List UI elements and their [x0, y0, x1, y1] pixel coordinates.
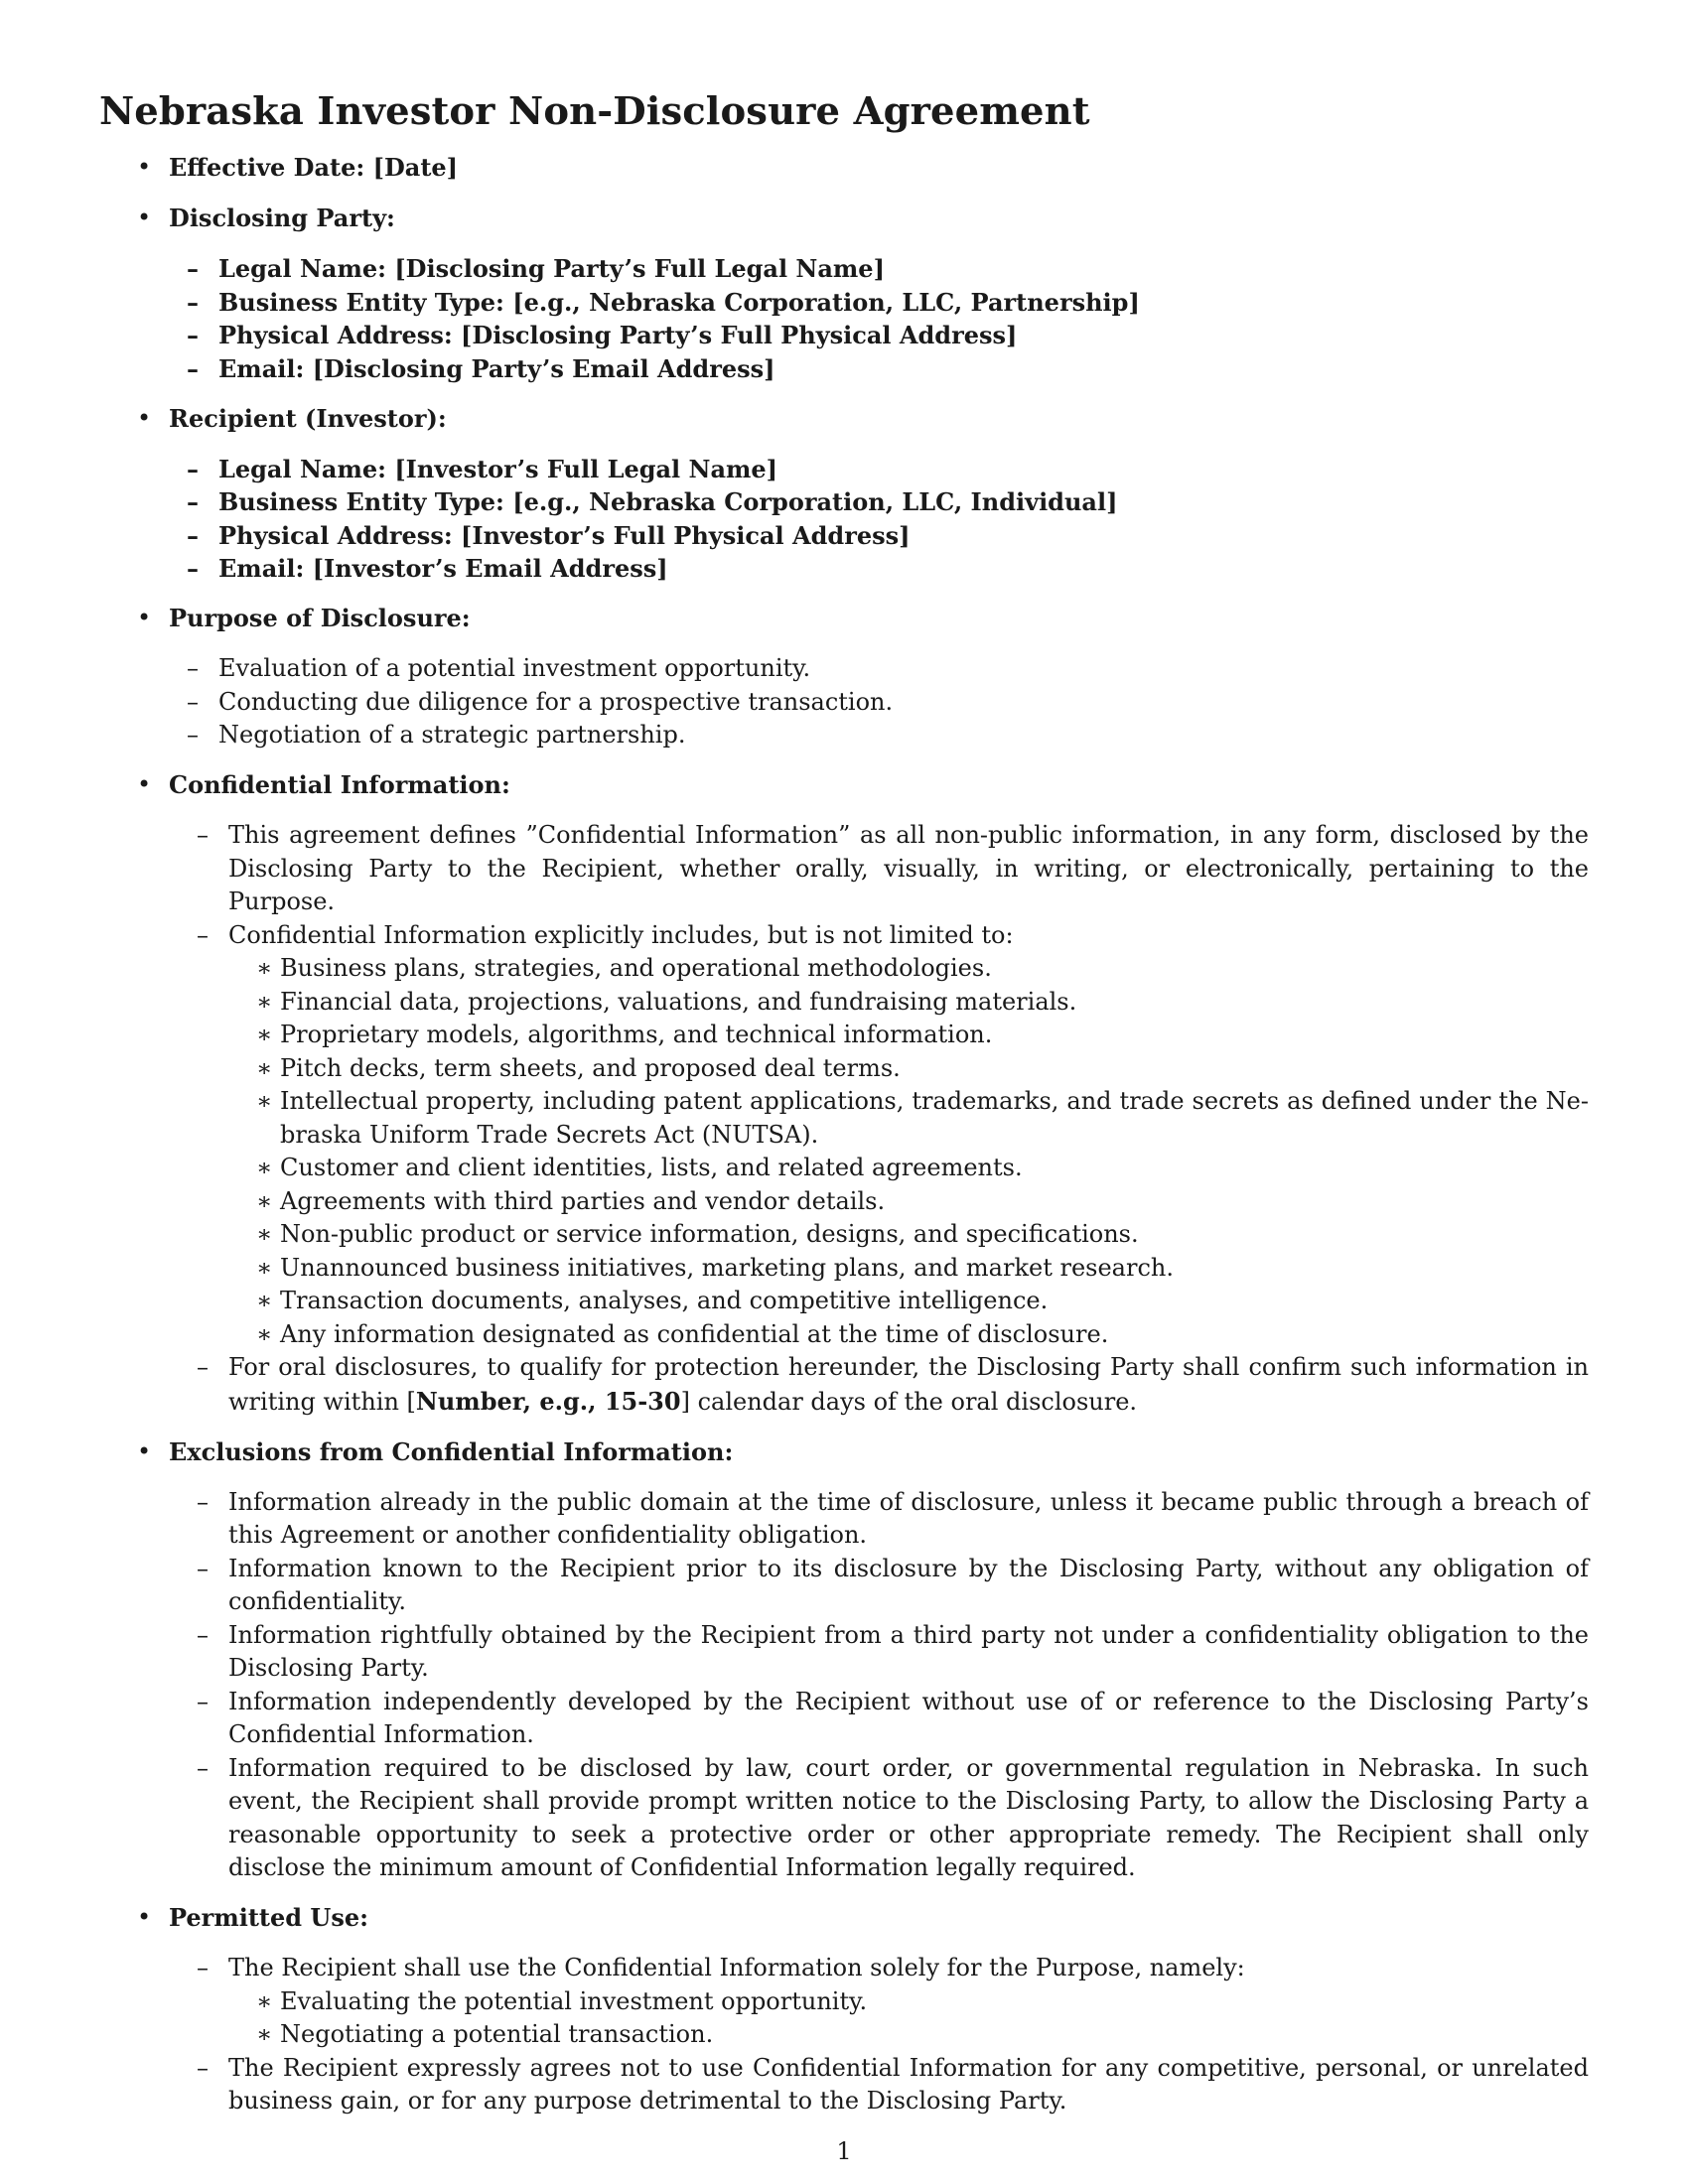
permitted-use-intro: – The Recipient shall use the Confidential Information solely for the Purpose, namely: ∗ Evaluating the potential investment opportunity. ∗ Negotiating a potential transaction.	[99, 1952, 1589, 2052]
purpose-item	[99, 602, 1589, 752]
includes-point: ∗ Transaction documents, analyses, and competitive intelligence.	[256, 1287, 1049, 1314]
includes-point: ∗ Non-public product or service information, designs, and specifications.	[256, 1220, 1139, 1248]
exclusion-point: – Information required to be disclosed by law, court order, or governmental regulation in Nebraska. In such event, the Recipient shall provide prompt written notice to the Disclosing Party, to allow the Disclosing Party a reasonable opportunity to seek a protective order or other appropriate remedy. The Recipient shall only disclose the minimum amount of Confidential Information legally required.	[197, 1753, 1589, 1881]
exclusions-item	[99, 1435, 1589, 1885]
bullet: •	[137, 1436, 152, 1465]
includes-point: ∗ Financial data, projections, valuations, and fundraising materials.	[256, 987, 1077, 1016]
confidential-definition: – This agreement defines ”Confidential Information” as all non-public information, in any form, disclosed by the Disclosing Party to the Recipient, whether orally, visually, in writing, or electronically, pertaining to the Purpose.	[197, 821, 1589, 915]
document-title: Nebraska Investor Non-Disclosure Agreement	[99, 89, 1090, 134]
disclosing-email: – Email: [Disclosing Party’s Email Address]	[187, 353, 775, 383]
disclosing-party-item	[99, 202, 1589, 385]
document-page	[99, 87, 1589, 2118]
confidential-item	[99, 768, 1589, 1419]
purpose-point: – Evaluation of a potential investment opportunity.	[187, 654, 811, 682]
includes-point: ∗ Intellectual property, including patent applications, trademarks, and trade secrets as defined under the Ne-braska Uniform Trade Secrets Act (NUTSA).	[256, 1087, 1589, 1149]
recipient-email: – Email: [Investor’s Email Address]	[187, 554, 668, 583]
includes-point: ∗ Agreements with third parties and vendor details.	[256, 1186, 886, 1215]
includes-point: ∗ Customer and client identities, lists, and related agreements.	[256, 1154, 1023, 1181]
includes-point: ∗ Unannounced business initiatives, marketing plans, and market research.	[256, 1253, 1174, 1282]
purpose-heading: Purpose of Disclosure:	[169, 604, 471, 632]
disclosing-party-heading: Disclosing Party:	[169, 204, 395, 232]
recipient-entity-type: – Business Entity Type: [e.g., Nebraska Corporation, LLC, Individual]	[187, 487, 1118, 516]
disclosing-legal-name: – Legal Name: [Disclosing Party’s Full Legal Name]	[187, 254, 885, 283]
exclusion-point: – Information already in the public domain at the time of disclosure, unless it became public through a breach of this Agreement or another confidentiality obligation.	[197, 1487, 1589, 1549]
includes-point: ∗ Business plans, strategies, and operational methodologies.	[256, 954, 992, 982]
page-number: 1	[836, 2137, 852, 2165]
bullet: •	[137, 153, 152, 181]
oral-days-placeholder: Number, e.g., 15-30	[415, 1386, 681, 1416]
disclosing-entity-type: – Business Entity Type: [e.g., Nebraska Corporation, LLC, Partnership]	[187, 287, 1140, 317]
section-list	[99, 151, 1589, 2118]
effective-date-item	[99, 151, 1589, 186]
bullet: •	[137, 770, 152, 798]
effective-date-value: [Date]	[372, 153, 459, 182]
disclosing-address: – Physical Address: [Disclosing Party’s Full Physical Address]	[187, 321, 1018, 349]
permitted-use-point: ∗ Negotiating a potential transaction.	[256, 2020, 714, 2048]
includes-point: ∗ Any information designated as confidential at the time of disclosure.	[256, 1319, 1109, 1348]
bullet: •	[137, 604, 152, 631]
recipient-item	[99, 402, 1589, 586]
confidential-heading: Confidential Information:	[169, 770, 510, 799]
permitted-use-heading: Permitted Use:	[169, 1903, 368, 1932]
permitted-use-item	[99, 1901, 1589, 2118]
recipient-heading: Recipient (Investor):	[169, 403, 447, 433]
includes-point: ∗ Pitch decks, term sheets, and proposed deal terms.	[256, 1053, 901, 1082]
bullet: •	[137, 1903, 152, 1931]
exclusion-point: – Information known to the Recipient prior to its disclosure by the Disclosing Party, without any obligation of confidentiality.	[197, 1554, 1589, 1615]
bullet: •	[137, 403, 152, 432]
permitted-use-point: ∗ Evaluating the potential investment opportunity.	[256, 1986, 868, 2015]
recipient-legal-name: – Legal Name: [Investor’s Full Legal Name]	[187, 454, 778, 483]
confidential-includes: – Confidential Information explicitly includes, but is not limited to: ∗ Business plans, strategies, and operational methodologies. ∗ Financial data, projections, valuations, and fundraising materials. ∗ Proprietary models, algorithms, and technical information. ∗ Pitch decks, term sheets, and proposed deal terms. ∗ Intellectual property, including patent applications, trademarks, and trade secrets as defined under the Ne-braska Uniform Trade Secrets Act (NUTSA). ∗ Customer and client identities, lists, and related agreements. ∗ Agreements with third parties and vendor details. ∗ Non-public product or service information, designs, and specifications. ∗ Unannounced business initiatives, marketing plans, and market research. ∗ Transaction documents, analyses, and competitive intelligence. ∗ Any information designated as confidential at the time of disclosure.	[99, 919, 1589, 1352]
exclusion-point: – Information independently developed by the Recipient without use of or reference to the Disclosing Party’s Confidential Information.	[197, 1687, 1589, 1748]
exclusions-heading: Exclusions from Confidential Information:	[169, 1436, 734, 1466]
permitted-use-restriction: – The Recipient expressly agrees not to use Confidential Information for any competitive, personal, or unrelated business gain, or for any purpose detrimental to the Disclosing Party.	[197, 2053, 1589, 2115]
purpose-point: – Conducting due diligence for a prospective transaction.	[187, 687, 894, 716]
recipient-address: – Physical Address: [Investor’s Full Physical Address]	[187, 520, 911, 550]
effective-date-label: Effective Date:	[169, 153, 365, 182]
exclusion-point: – Information rightfully obtained by the Recipient from a third party not under a confidentiality obligation to the Disclosing Party.	[197, 1620, 1589, 1682]
bullet: •	[137, 204, 152, 231]
includes-point: ∗ Proprietary models, algorithms, and technical information.	[256, 1021, 993, 1048]
oral-disclosure-rule: – For oral disclosures, to qualify for protection hereunder, the Disclosing Party shall confirm such information in writing within [Number, e.g., 15-30] calendar days of the oral disclosure.	[197, 1353, 1589, 1416]
purpose-point: – Negotiation of a strategic partnership.	[187, 721, 686, 749]
